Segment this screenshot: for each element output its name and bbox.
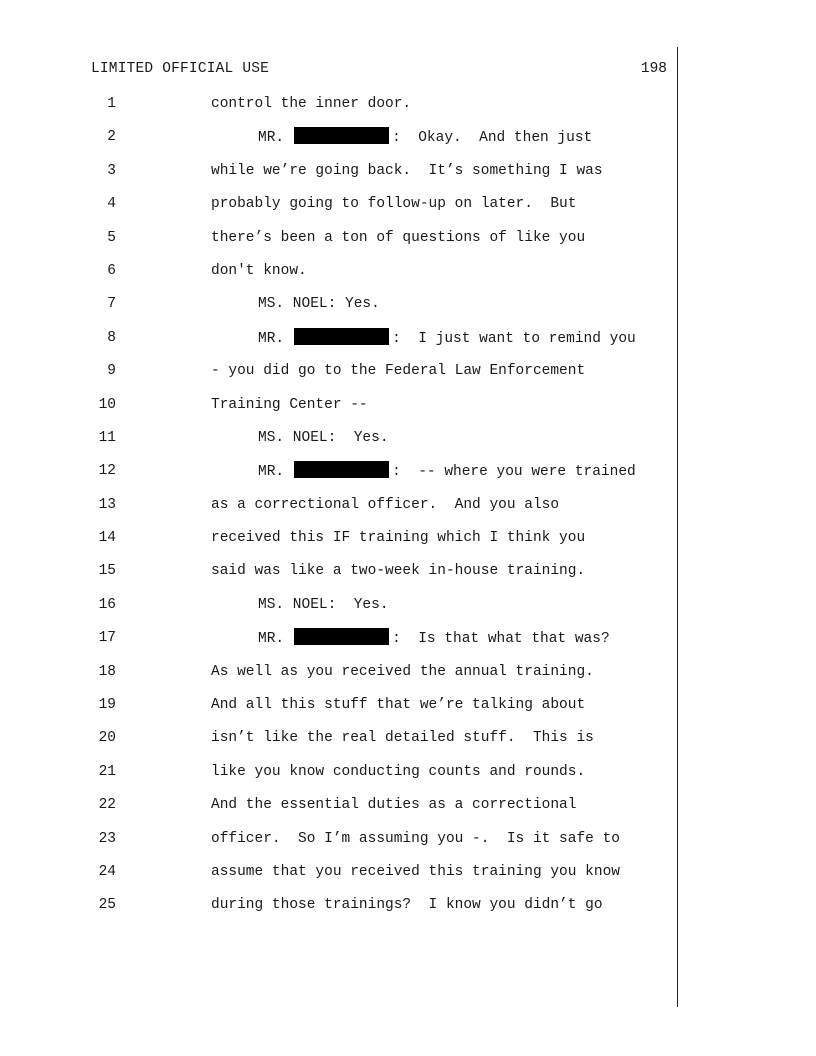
transcript-line [0,94,816,127]
line-text [258,595,389,615]
line-text [258,127,592,148]
transcript-lines [0,94,816,929]
redaction-block [294,628,389,645]
line-number: 4 [107,196,116,213]
spoken-text: MS. NOEL: Yes. [258,296,380,313]
line-number: 7 [107,296,116,313]
spoken-text: while we’re going back. It’s something I was [211,162,603,179]
spoken-text: as a correctional officer. And you also [211,496,560,513]
transcript-line [0,495,816,528]
transcript-line [0,194,816,227]
redaction-block [294,461,389,478]
line-number: 20 [98,730,116,747]
line-number: 25 [98,897,116,914]
transcript-line [0,561,816,594]
redaction-block [294,127,389,144]
line-number: 1 [107,96,116,112]
line-number: 9 [107,363,116,380]
speaker-label: MR. [258,631,285,648]
line-text [258,428,389,448]
line-number: 21 [98,763,116,780]
spoken-text: Training Center -- [211,396,368,413]
line-number: 10 [98,396,116,413]
transcript-line [0,695,816,728]
line-text [211,495,559,515]
transcript-line [0,428,816,461]
line-number: 14 [98,530,116,547]
line-number: 12 [98,463,116,480]
line-text [258,628,610,649]
speaker-label: MR. [258,464,285,481]
spoken-text: isn’t like the real detailed stuff. This is [211,730,594,747]
spoken-text: don't know. [211,262,307,279]
line-text [211,895,603,915]
line-number: 6 [107,262,116,279]
spoken-text: MS. NOEL: Yes. [258,596,389,613]
spoken-text: - you did go to the Federal Law Enforcement [211,363,586,380]
transcript-line [0,829,816,862]
line-number: 3 [107,162,116,179]
spoken-text: And the essential duties as a correctional [211,797,577,814]
line-text [258,294,380,314]
spoken-text: there’s been a ton of questions of like you [211,229,586,246]
line-text [211,228,585,248]
line-text [211,161,603,181]
line-text [211,94,411,114]
redaction-block [294,328,389,345]
line-number: 11 [98,429,116,446]
transcript-line [0,528,816,561]
spoken-text: probably going to follow-up on later. But [211,196,577,213]
line-number: 19 [98,697,116,714]
line-number: 13 [98,496,116,513]
spoken-text: As well as you received the annual training. [211,663,594,680]
line-text [211,261,307,281]
transcript-line [0,461,816,494]
speaker-label: MR. [258,330,285,347]
transcript-line [0,795,816,828]
line-text [211,695,585,715]
classification-header: LIMITED OFFICIAL USE [91,61,270,77]
transcript-line [0,728,816,761]
transcript-line [0,261,816,294]
transcript-line [0,662,816,695]
line-text [211,361,585,381]
line-text [211,728,594,748]
spoken-text: assume that you received this training you know [211,863,620,880]
spoken-text: control the inner door. [211,96,412,112]
transcript-line [0,762,816,795]
line-number: 16 [98,596,116,613]
spoken-text: during those trainings? I know you didn’t go [211,897,603,914]
line-number: 24 [98,863,116,880]
transcript-line [0,595,816,628]
spoken-text: And all this stuff that we’re talking about [211,697,586,714]
transcript-line [0,862,816,895]
spoken-text: : I just want to remind you [392,330,636,347]
line-number: 22 [98,797,116,814]
transcript-line [0,895,816,928]
line-text [211,395,368,415]
spoken-text: like you know conducting counts and rounds. [211,763,586,780]
line-text [211,795,576,815]
transcript-line [0,294,816,327]
transcript-line [0,161,816,194]
line-text [211,528,585,548]
spoken-text: received this IF training which I think you [211,530,586,547]
transcript-line [0,228,816,261]
line-text [258,461,636,482]
spoken-text: MS. NOEL: Yes. [258,429,389,446]
line-number: 15 [98,563,116,580]
spoken-text: said was like a two-week in-house training. [211,563,586,580]
transcript-line [0,127,816,160]
spoken-text: officer. So I’m assuming you -. Is it safe to [211,830,620,847]
line-number: 2 [107,129,116,146]
page-number: 198 [640,61,667,77]
spoken-text: : -- where you were trained [392,464,636,481]
line-text [211,862,620,882]
line-text [211,194,576,214]
spoken-text: : Is that what that was? [392,631,610,648]
line-number: 8 [107,329,116,346]
line-number: 18 [98,663,116,680]
transcript-line [0,395,816,428]
line-number: 5 [107,229,116,246]
transcript-line [0,328,816,361]
spoken-text: : Okay. And then just [392,130,593,147]
speaker-label: MR. [258,130,285,147]
line-number: 17 [98,630,116,647]
transcript-line [0,628,816,661]
line-text [211,561,585,581]
line-text [211,829,620,849]
line-number: 23 [98,830,116,847]
line-text [211,662,594,682]
line-text [258,328,636,349]
line-text [211,762,585,782]
transcript-line [0,361,816,394]
